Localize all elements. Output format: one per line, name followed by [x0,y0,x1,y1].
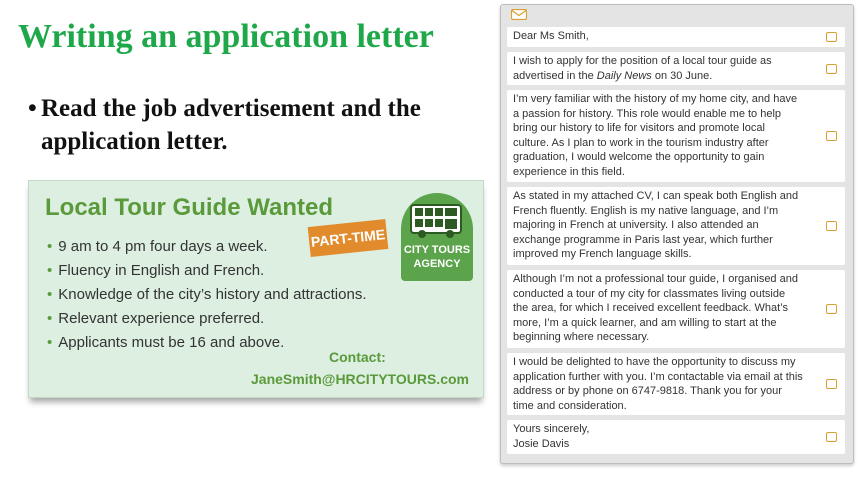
instruction-bullet [28,92,498,158]
newspaper-name: Daily News [596,69,652,82]
double-decker-bus-icon [408,203,466,239]
letter-greeting: Dear Ms Smith, [507,27,845,47]
paragraph-checkbox[interactable] [826,131,837,141]
requirements-list [47,235,367,355]
job-advertisement [28,180,484,398]
part-time-badge: PART-TIME [308,219,389,257]
list-item: • Knowledge of the city’s history and attractions. [47,286,367,303]
paragraph-checkbox[interactable] [826,304,837,314]
slide-title: Writing an application letter [18,18,434,55]
letter-closing [507,420,845,454]
paragraph-checkbox[interactable] [826,379,837,389]
letter-paragraph-2: I’m very familiar with the history of my home city, and have a passion for history. This role would enable me to help bring our history to life for visitors and promote local culture. As I plan to work in the tourism industry after graduation, I would welcome the opportunity to gain experience in this field. [507,90,845,182]
paragraph-checkbox[interactable] [826,432,837,442]
closing-text: Yours sincerely, [513,423,590,435]
logo-line-1: CITY TOURS [403,244,471,256]
logo-text [401,243,473,271]
contact-email: JaneSmith@HRCITYTOURS.com [251,371,469,387]
bullet-dot: • [28,95,37,122]
paragraph-checkbox[interactable] [826,221,837,231]
application-letter [500,4,854,464]
paragraph-checkbox[interactable] [826,64,837,74]
instruction-text: Read the job advertisement and the application letter. [41,95,421,155]
paragraph-checkbox[interactable] [826,32,837,42]
list-item: • Fluency in English and French. [47,262,265,279]
list-item: • Relevant experience preferred. [47,310,265,327]
signature-name: Josie Davis [513,437,570,450]
agency-logo [401,193,473,281]
envelope-icon [511,9,527,20]
letter-paragraph-5: I would be delighted to have the opportunity to discuss my application further with you. I’m contactable via email at this address or by phone on 6747-9818. Thank you for your time and consideration. [507,353,845,415]
letter-paragraph-4: Although I’m not a professional tour guide, I organised and conducted a tour of my city for classmates living outside the area, for which I received excellent feedback. What’s more, I’m a quick learner, and am willing to start at the beginning where necessary. [507,270,845,348]
letter-paragraph-3: As stated in my attached CV, I can speak both English and French fluently. English is my native language, and I’m majoring in French at university. I also attended an exchange programme in Paris last year, which further improved my French language skills. [507,187,845,265]
letter-paragraph-1: I wish to apply for the position of a local tour guide as advertised in the Daily News on 30 June. [507,52,845,85]
ad-title: Local Tour Guide Wanted [45,194,333,221]
logo-line-2: AGENCY [413,258,461,270]
contact-label: Contact: [329,349,386,365]
list-item: • Applicants must be 16 and above. [47,334,285,351]
list-item: • 9 am to 4 pm four days a week. [47,238,268,255]
